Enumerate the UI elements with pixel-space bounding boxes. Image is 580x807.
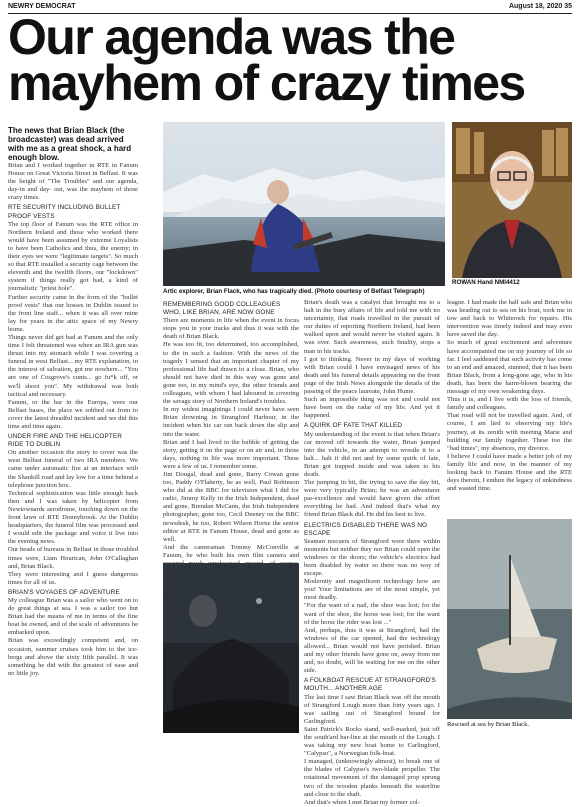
night-sea-image [163, 563, 299, 733]
paragraph: The last time I saw Brian Black was off the mouth of Strangford Lough more than forty years ago. I was sailing out of Strangford bound for Carlingford. [304, 693, 440, 725]
headline-line-1: Our agenda was the [8, 9, 455, 65]
headline [8, 9, 574, 111]
paragraph: That road will not be travelled again. And, of course, I am lied to observing my life's journey, at its zenith with meeting Marie and building our family together. These too the "bad times", my absences, my divorce. [447, 412, 572, 452]
subheading: RTE SECURITY INCLUDING BULLET PROOF VESTS [8, 204, 121, 220]
headline-line-2: mayhem of crazy times [8, 55, 525, 111]
paragraph: On another occasion the story to cover was the west Belfast funeral of two IRA members. We came under automatic fire at an interface with the Shankill road and lay low for a time behind a telephone junction box. [8, 449, 138, 489]
paragraph: Brian was exceedingly competent and, on occasion, summer cruises took him to the ice-bergs and above the sixty fifth parallel. It was something he did with the greatest of ease and no little joy. [8, 637, 138, 677]
bottom-photo-dark [163, 563, 299, 733]
paragraph: Technical sophistication was little enough back then and I was taken by helicopter from Newtownards aerodrome, touching down on the front lawn of RTE Donnybrook. At the Dublin headquarters, the funeral film was processed and I would edit the package and voice it live into the evening news. [8, 489, 138, 546]
paragraph: The jumping in bit, the trying to save the day bit, were very typically Brian; he was an adventurer par-excellence and would have given the effort everything he had. And indeed that's what my friend Brian Black did. He did his best to live. [304, 479, 440, 519]
paragraph: And the cameraman Tommy McConville at Fanum, he who built his own film camera and [163, 543, 299, 559]
boat-image [447, 519, 572, 719]
arctic-boat-image [163, 122, 445, 286]
paragraph: Modernity and magnificent technology how are you! Your limitations are of the most simple, yet most deadly. [304, 578, 440, 602]
paragraph: Such an impossible thing was not and could not have been on the radar of my life. And yet it happened. [304, 396, 440, 420]
date-page: August 18, 2020 35 [508, 3, 572, 10]
column-4 [447, 299, 572, 515]
paragraph: Brian's death was a catalyst that brought me to a halt in the busy affairs of life and told me with no uncertainty, that roads travelled in the pursuit of our duties of reporting Northern Ireland, had been walked upon and would never be visited again. It was over. Such awareness, such finality, stops a man in his tracks. [304, 299, 440, 355]
subheading: ELECTRICS DISABLED THERE WAS NO ESCAPE [304, 521, 428, 537]
subheading: A FOLKBOAT RESCUE AT STRANGFORD'S MOUTH... ANOTHER AGE [304, 677, 436, 693]
paragraph: I got to thinking. Never in my days of working with Brian could I have envisaged news of his death and his funeral details appearing on the front page of the Irish News alongside the details of the passing of the peace laureate, John Hume. [304, 355, 440, 396]
paragraph: "For the want of a nail, the shoe was lost; for the want of the shoe, the horse was lost; for the want of the horse the rider was lost ..." [304, 602, 440, 626]
subheading: REMEMBERING GOOD COLLEAGUES WHO, LIKE BRIAN, ARE NOW GONE [163, 301, 281, 317]
paragraph: Brian and I worked together in RTE in Fanum House on Great Victoria Street in Belfast. It was the height of "The Troubles" and our agenda, day-in and day- out, was the mayhem of those crazy times. [8, 162, 138, 202]
subheading: UNDER FIRE AND THE HELICOPTER RIDE TO DUBLIN [8, 433, 122, 449]
main-photo-caption: Artic explorer, Brian Flack, who has tragically died. (Photo courtesy of Belfast Telegraph) [163, 288, 425, 295]
boat-photo [447, 519, 572, 719]
portrait-image [452, 122, 572, 278]
paragraph: There are moments in life when the event in focus stops you in your tracks and thus it was with the death of Brian Black. [163, 317, 299, 341]
paragraph: They were interesting and I guess dangerous times for all of us. [8, 570, 138, 586]
paragraph: Saint Patrick's Rocks stand, well-marked, just off the south'ard bar-line at the mouth of the Lough. I was taking my new boat home to Carlingford, "Calypso", a Norwegian folk-boat. [304, 725, 440, 758]
lead-paragraph: The news that Brian Black (the broadcaster) was dead arrived with me as a great shock, a hard enough blow. [8, 126, 132, 162]
paragraph: Brian and I had lived in the bubble of getting the story, getting it on the page or on air and, in those days, nothing in life was more important. These were a few of us. I remember some. [163, 438, 299, 470]
boat-photo-caption: Rescued at sea by Brian Black. [447, 721, 530, 728]
right-photo-caption: ROWAN Hand NMI4412 [452, 279, 520, 286]
main-photo-explorer [163, 122, 445, 286]
subheading: A QUIRK OF FATE THAT KILLED [304, 422, 403, 430]
paragraph: The top floor of Fanum was the RTE office in Northern Ireland and those who worked there would have been assumed by extreme Loyalists to have been Catholics and thus, the enemy; in their eyes we were "legitimate targets". So much so that RTE installed a security cage between the eleventh and the twelfth floors, our "lockdown" system if things really got bad, a kind of journalistic "priest hole". [8, 220, 138, 293]
paragraph: league. I had made the half safe and Brian who was heading out to sea on his boat, took me in tow and back to Whiterock for repairs. His intervention was timely indeed and may even have saved the day. [447, 299, 572, 339]
paragraph: Jim Dougal, dead and gone, Barry Cowan gone too, Paddy O'Flaherty, he as well, Paul Robinson who did at the BBC for television what I did for radio, Jimmy Kelly in the Irish Independent, dead and gone, Brendan McCann, the Irish Independent photographer, gone too, Cecil Deeney on the BBC newsdesk, he too, Robert Wilson Horne the senior editor at RTE in Fanum House, dead and gone as well. [163, 470, 299, 543]
paragraph: So much of great excitement and adventure have accompanied me on my journey of life so far. I feel saddened that such activity has come to an end and amazed, stunned, that it has been Brian Black, from a long-gone age, who in his death, has been the harm-blown bearing the message of my own weakening days. [447, 339, 572, 396]
column-1 [8, 126, 138, 732]
paragraph: My understanding of the event is that when Brian's car moved off towards the water, Brian jumped into the vehicle, in an attempt to wrestle it to a halt... halt it did not and by some quirk of fate, Brian got trapped inside and was taken to his death. [304, 430, 440, 478]
paragraph: Things never did get bad at Fanum and the only time I felt threatened was when an IRA gun was thrust into my stomach while I was covering a funeral in west Belfast... my RTE explanation, in the interest of salvation, got me nowhere... "You are one of Cosgrove's cunts... go fu*k off, or we'll shoot you". My withdrawal was both tactical and necessary. [8, 333, 138, 398]
column-3 [304, 299, 440, 806]
paragraph: Seaman rescuers of Strangford were there within moments but neither they nor Brian could open the windows or the doors; the vehicle's electrics had been disabled by water so there was no way of escape. [304, 537, 440, 578]
paragraph: Fanum, or the bar in the Europa, were our Belfast bases, the place we sobbed out from to cover the latest dreadful incident and we did this time and time again. [8, 398, 138, 430]
paragraph: I managed, (unknowingly almost), to break one of the blades of Calypso's two-blade propeller. The rotational movement of the damaged prop sprung two of the wooden planks beneath the waterline and close to the shaft. [304, 758, 440, 798]
paragraph: I believe I could have made a better job of my family life and now, in the manner of my looking back to Fanum House and the RTE days therein, I endure the legacy of unkindness and wasted time. [447, 452, 572, 493]
paragraph: And that's when I met Brian my former col- [304, 798, 420, 806]
publication-name: NEWRY DEMOCRAT [8, 3, 76, 10]
paragraph: In my widest imaginings I could never have seen Brian drowning in Strangford Harbour, in the incident when his car ran back down the slip and into the water. [163, 406, 299, 438]
paragraph: And, perhaps, thus it was at Strangford, had the windows of the car opened, had the technology allowed... Brian would not have perished. Brian and my other friends have gone on, away from me and, no doubt, will be waiting for me on the other side. [304, 626, 440, 675]
column-2 [163, 299, 299, 561]
paragraph: Our heads of bureaus in Belfast in those troubled times were, Liam Hourican, John O'Callaghan and, Brian Black. [8, 546, 138, 570]
paragraph: He was too fit, too determined, too accomplished, to die in such a fashion. With the news of the tragedy I sensed that an important chapter of my professional life had drawn to a close. Brian, who should not have died in this way was gone and gone too, in my mind's eye, the other friends and colleagues, with whom I had laboured in covering the savage story of Northern Ireland's troubles. [163, 341, 299, 406]
subheading: BRIAN'S VOYAGES OF ADVENTURE [8, 588, 120, 596]
paragraph: Further security came in the form of the "bullet proof vests" that our bosses in Dublin issued to the front line staff... when it was all over mine lay for years in the attic space of my Newry home. [8, 293, 138, 333]
right-photo-portrait [452, 122, 572, 278]
paragraph: Thus it is, and I live with the loss of friends, family and colleagues. [447, 396, 572, 412]
paragraph: My colleague Brian was a sailor who went on to do great things at sea. I was a sailor too but Brian had the means of me in terms of the fine boat he owned, and of the scale of adventures he embarked upon. [8, 596, 138, 637]
